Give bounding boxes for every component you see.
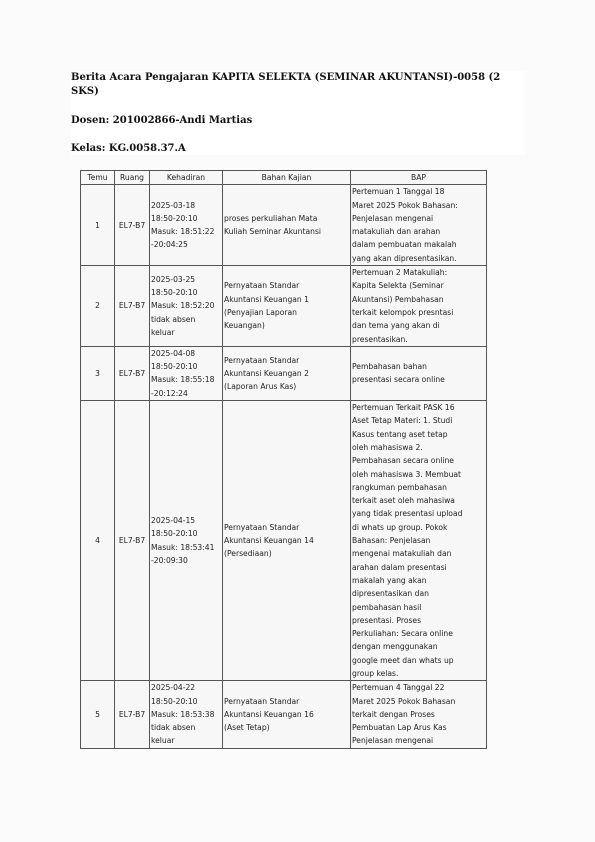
column-header-ruang: Ruang (115, 171, 150, 185)
cell-kehadiran: 2025-03-18 18:50-20:10 Masuk: 18:51:22 -20:04:25 (150, 185, 223, 266)
cell-temu: 4 (81, 401, 115, 681)
cell-ruang: EL7-B7 (115, 346, 150, 400)
cell-bahan-kajian: Pernyataan Standar Akuntansi Keuangan 14 (Persediaan) (223, 401, 351, 681)
cell-ruang: EL7-B7 (115, 681, 150, 748)
cell-temu: 5 (81, 681, 115, 748)
cell-temu: 1 (81, 185, 115, 266)
cell-bahan-kajian: Pernyataan Standar Akuntansi Keuangan 2 (Laporan Arus Kas) (223, 346, 351, 400)
cell-bap: Pertemuan 1 Tanggal 18 Maret 2025 Pokok Bahasan: Penjelasan mengenai matakuliah dan arahan dalam pembuatan makalah yang akan dipresentasikan. (351, 185, 487, 266)
cell-bap: Pertemuan 4 Tanggal 22 Maret 2025 Pokok Bahasan terkait dengan Proses Pembuatan Lap Arus Kas Penjelasan mengenai (351, 681, 487, 748)
table-row (81, 346, 487, 400)
document-header (71, 71, 525, 155)
document-title-line-1: Berita Acara Pengajaran KAPITA SELEKTA (SEMINAR AKUNTANSI)-0058 (2 (71, 72, 501, 83)
table-row (81, 185, 487, 266)
cell-bahan-kajian: Pernyataan Standar Akuntansi Keuangan 1 (Penyajian Laporan Keuangan) (223, 266, 351, 347)
cell-ruang: EL7-B7 (115, 185, 150, 266)
cell-bap: Pertemuan Terkait PASK 16 Aset Tetap Materi: 1. Studi Kasus tentang aset tetap oleh mahasiswa 2. Pembahasan secara online oleh mahasiswa 3. Membuat rangkuman pembahasan terkait aset oleh mahasiwa yang tidak presentasi upload di whats up group. Pokok Bahasan: Penjelasan mengenai matakuliah dan arahan dalam presentasi makalah yang akan dipresentasikan dan pembahasan hasil presentasi. Proses Perkuliahan: Secara online dengan menggunakan google meet dan whats up group kelas. (351, 401, 487, 681)
class-label: Kelas: KG.0058.37.A (71, 143, 186, 154)
cell-kehadiran: 2025-04-08 18:50-20:10 Masuk: 18:55:18 -20:12:24 (150, 346, 223, 400)
lecturer-label: Dosen: 201002866-Andi Martias (71, 115, 253, 126)
column-header-bahan-kajian: Bahan Kajian (223, 171, 351, 185)
cell-kehadiran: 2025-04-15 18:50-20:10 Masuk: 18:53:41 -20:09:30 (150, 401, 223, 681)
attendance-table (80, 170, 487, 749)
table-header-row (81, 171, 487, 185)
column-header-bap: BAP (351, 171, 487, 185)
cell-temu: 2 (81, 266, 115, 347)
cell-kehadiran: 2025-04-22 18:50-20:10 Masuk: 18:53:38 tidak absen keluar (150, 681, 223, 748)
cell-bap: Pertemuan 2 Matakuliah: Kapita Selekta (Seminar Akuntansi) Pembahasan terkait kelompok presntasi dan tema yang akan di presentasikan. (351, 266, 487, 347)
cell-kehadiran: 2025-03-25 18:50-20:10 Masuk: 18:52:20 tidak absen keluar (150, 266, 223, 347)
cell-ruang: EL7-B7 (115, 266, 150, 347)
document-title-line-2: SKS) (71, 86, 99, 97)
cell-bahan-kajian: Pernyataan Standar Akuntansi Keuangan 16 (Aset Tetap) (223, 681, 351, 748)
table-row (81, 401, 487, 681)
column-header-temu: Temu (81, 171, 115, 185)
table-row (81, 266, 487, 347)
table-row (81, 681, 487, 748)
cell-temu: 3 (81, 346, 115, 400)
cell-bahan-kajian: proses perkuliahan Mata Kuliah Seminar Akuntansi (223, 185, 351, 266)
column-header-kehadiran: Kehadiran (150, 171, 223, 185)
cell-bap: Pembahasan bahan presentasi secara online (351, 346, 487, 400)
cell-ruang: EL7-B7 (115, 401, 150, 681)
